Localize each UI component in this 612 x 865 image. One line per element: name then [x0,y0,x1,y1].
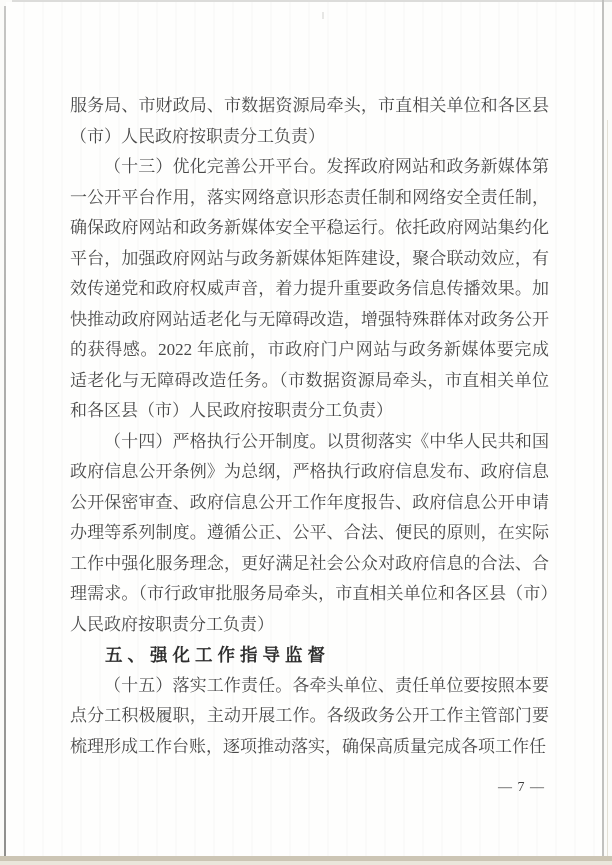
scan-edge-right-outer [607,120,608,860]
scan-edge-top [12,0,612,2]
document-body [70,91,549,762]
body-paragraph-item-13: （十三）优化完善公开平台。发挥政府网站和政务新媒体第一公开平台作用，落实网络意识形态责任制和网络安全责任制，确保政府网站和政务新媒体安全平稳运行。依托政府网站集约化平台，加强政府网站与政务新媒体矩阵建设，聚合联动效应，有效传递党和政府权威声音，着力提升重要政务信息传播效果。加快推动政府网站适老化与无障碍改造，增强特殊群体对政务公开的获得感。2022 年底前，市政府门户网站与政务新媒体要完成适老化与无障碍改造任务。（市数据资源局牵头，市直相关单位和各区县（市）人民政府按职责分工负责） [70,157,549,420]
page-number: — 7 — [498,780,545,795]
scan-speck [322,12,324,19]
body-paragraph-continuation: 服务局、市财政局、市数据资源局牵头，市直相关单位和各区县（市）人民政府按职责分工负责） [70,96,549,146]
scan-edge-bottom-fade [0,861,612,865]
scan-edge-right [602,0,604,858]
body-paragraph-item-14: （十四）严格执行公开制度。以贯彻落实《中华人民共和国政府信息公开条例》为总纲，严格执行政府信息发布、政府信息公开保密审查、政府信息公开工作年度报告、政府信息公开申请办理等系列制度。遵循公正、公平、合法、便民的原则，在实际工作中强化服务理念，更好满足社会公众对政府信息的合法、合理需求。（市行政审批服务局牵头，市直相关单位和各区县（市）人民政府按职责分工负责） [70,431,549,634]
section-heading-5: 五、强化工作指导监督 [105,645,330,665]
body-paragraph-item-15: （十五）落实工作责任。各牵头单位、责任单位要按照本要点分工积极履职，主动开展工作。各级政务公开工作主管部门要梳理形成工作台账，逐项推动落实，确保高质量完成各项工作任 [70,675,549,756]
scan-edge-left [4,6,6,859]
